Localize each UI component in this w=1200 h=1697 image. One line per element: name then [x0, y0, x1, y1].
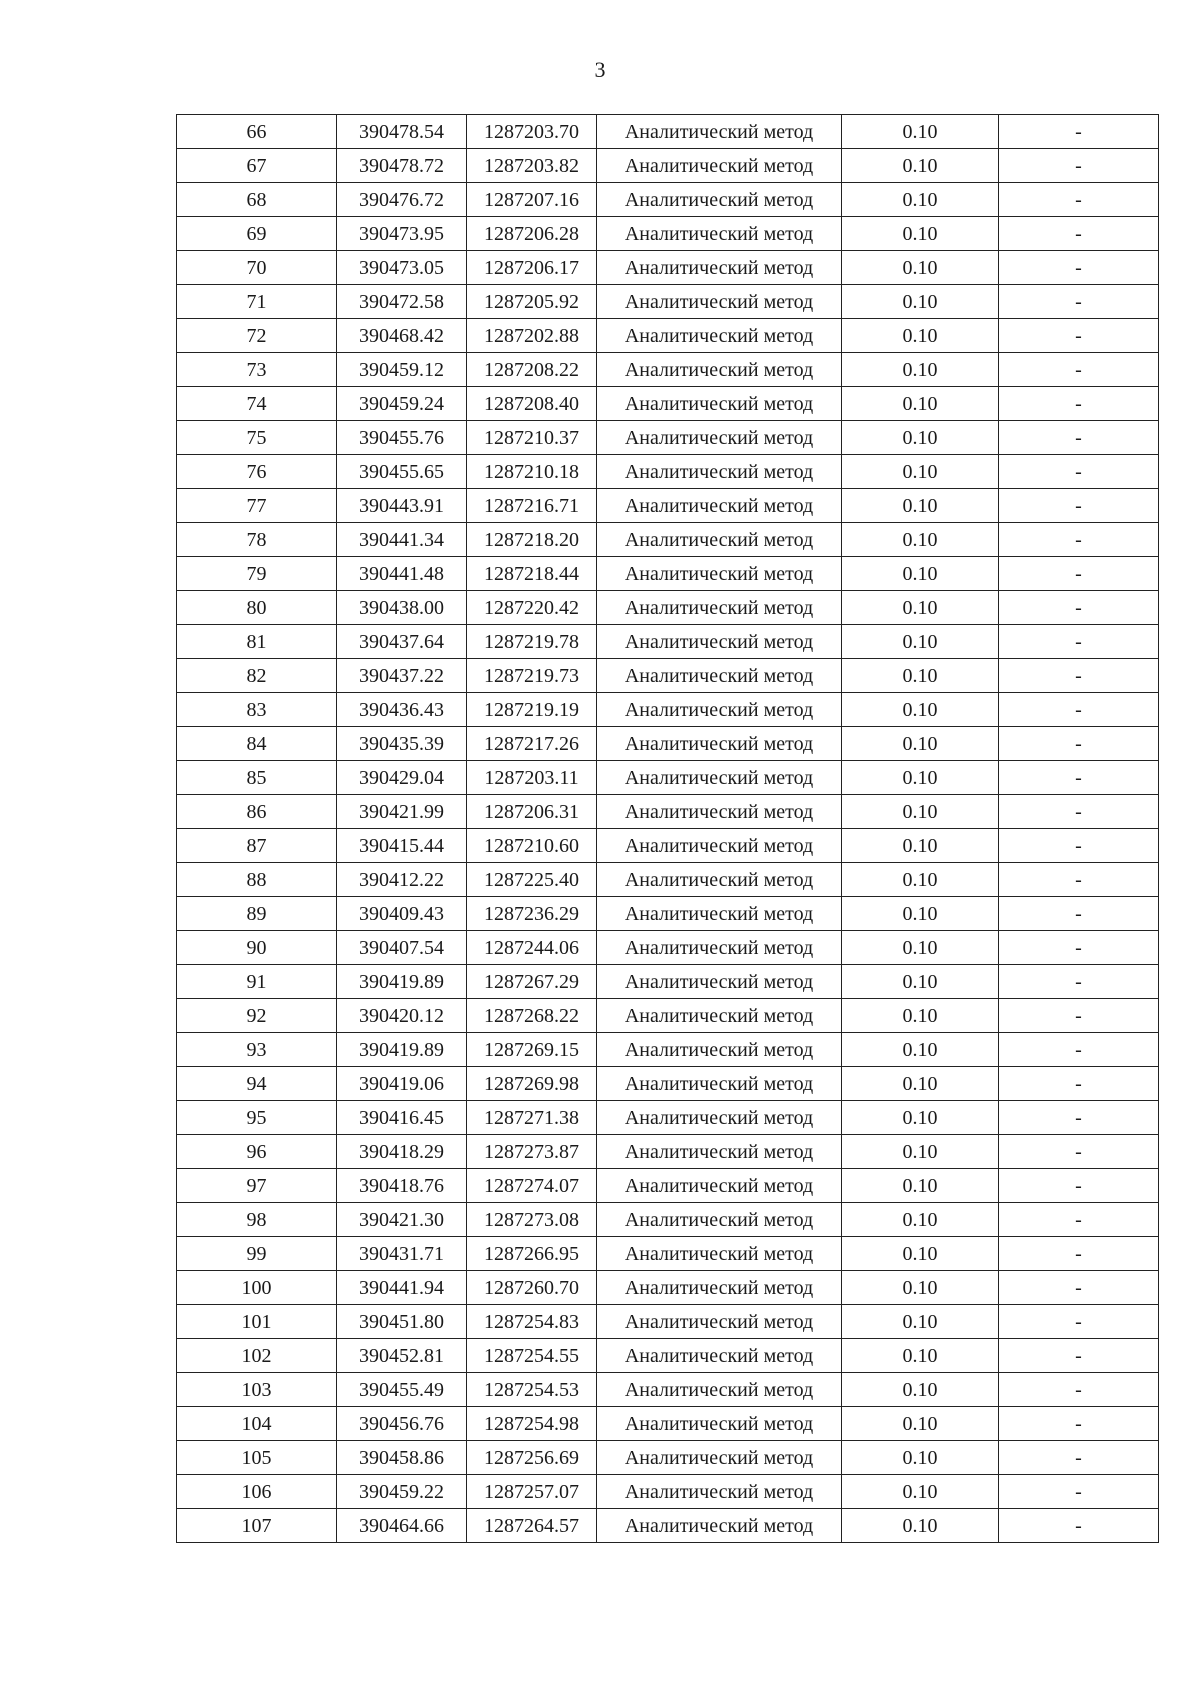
- description-cell: -: [999, 1033, 1159, 1067]
- description-cell: -: [999, 1475, 1159, 1509]
- point-number-cell: 80: [177, 591, 337, 625]
- accuracy-cell: 0.10: [842, 1101, 999, 1135]
- x-coordinate-cell: 390473.95: [337, 217, 467, 251]
- point-number-cell: 70: [177, 251, 337, 285]
- table-row: [177, 217, 1159, 251]
- point-number-cell: 74: [177, 387, 337, 421]
- accuracy-cell: 0.10: [842, 149, 999, 183]
- x-coordinate-cell: 390459.22: [337, 1475, 467, 1509]
- y-coordinate-cell: 1287264.57: [467, 1509, 597, 1543]
- table-row: [177, 455, 1159, 489]
- x-coordinate-cell: 390416.45: [337, 1101, 467, 1135]
- point-number-cell: 94: [177, 1067, 337, 1101]
- x-coordinate-cell: 390419.06: [337, 1067, 467, 1101]
- x-coordinate-cell: 390455.76: [337, 421, 467, 455]
- point-number-cell: 86: [177, 795, 337, 829]
- method-cell: Аналитический метод: [597, 897, 842, 931]
- table-row: [177, 965, 1159, 999]
- point-number-cell: 88: [177, 863, 337, 897]
- accuracy-cell: 0.10: [842, 659, 999, 693]
- y-coordinate-cell: 1287217.26: [467, 727, 597, 761]
- x-coordinate-cell: 390441.48: [337, 557, 467, 591]
- x-coordinate-cell: 390409.43: [337, 897, 467, 931]
- method-cell: Аналитический метод: [597, 251, 842, 285]
- description-cell: -: [999, 251, 1159, 285]
- accuracy-cell: 0.10: [842, 931, 999, 965]
- x-coordinate-cell: 390437.64: [337, 625, 467, 659]
- accuracy-cell: 0.10: [842, 1169, 999, 1203]
- x-coordinate-cell: 390458.86: [337, 1441, 467, 1475]
- method-cell: Аналитический метод: [597, 931, 842, 965]
- y-coordinate-cell: 1287208.22: [467, 353, 597, 387]
- description-cell: -: [999, 1509, 1159, 1543]
- y-coordinate-cell: 1287273.87: [467, 1135, 597, 1169]
- accuracy-cell: 0.10: [842, 1067, 999, 1101]
- accuracy-cell: 0.10: [842, 829, 999, 863]
- table-row: [177, 251, 1159, 285]
- x-coordinate-cell: 390437.22: [337, 659, 467, 693]
- method-cell: Аналитический метод: [597, 319, 842, 353]
- y-coordinate-cell: 1287219.73: [467, 659, 597, 693]
- method-cell: Аналитический метод: [597, 1407, 842, 1441]
- y-coordinate-cell: 1287219.78: [467, 625, 597, 659]
- method-cell: Аналитический метод: [597, 217, 842, 251]
- table-row: [177, 1509, 1159, 1543]
- method-cell: Аналитический метод: [597, 829, 842, 863]
- method-cell: Аналитический метод: [597, 965, 842, 999]
- y-coordinate-cell: 1287206.31: [467, 795, 597, 829]
- point-number-cell: 67: [177, 149, 337, 183]
- x-coordinate-cell: 390438.00: [337, 591, 467, 625]
- y-coordinate-cell: 1287254.55: [467, 1339, 597, 1373]
- x-coordinate-cell: 390455.49: [337, 1373, 467, 1407]
- table-row: [177, 1135, 1159, 1169]
- point-number-cell: 87: [177, 829, 337, 863]
- accuracy-cell: 0.10: [842, 557, 999, 591]
- point-number-cell: 91: [177, 965, 337, 999]
- description-cell: -: [999, 1237, 1159, 1271]
- table-row: [177, 1203, 1159, 1237]
- table-row: [177, 1237, 1159, 1271]
- method-cell: Аналитический метод: [597, 1271, 842, 1305]
- accuracy-cell: 0.10: [842, 625, 999, 659]
- description-cell: -: [999, 1305, 1159, 1339]
- accuracy-cell: 0.10: [842, 1475, 999, 1509]
- point-number-cell: 89: [177, 897, 337, 931]
- point-number-cell: 78: [177, 523, 337, 557]
- x-coordinate-cell: 390468.42: [337, 319, 467, 353]
- y-coordinate-cell: 1287206.17: [467, 251, 597, 285]
- description-cell: -: [999, 1067, 1159, 1101]
- y-coordinate-cell: 1287269.98: [467, 1067, 597, 1101]
- description-cell: -: [999, 455, 1159, 489]
- description-cell: -: [999, 965, 1159, 999]
- point-number-cell: 93: [177, 1033, 337, 1067]
- method-cell: Аналитический метод: [597, 489, 842, 523]
- accuracy-cell: 0.10: [842, 1339, 999, 1373]
- accuracy-cell: 0.10: [842, 1407, 999, 1441]
- description-cell: -: [999, 1203, 1159, 1237]
- y-coordinate-cell: 1287266.95: [467, 1237, 597, 1271]
- y-coordinate-cell: 1287225.40: [467, 863, 597, 897]
- description-cell: -: [999, 829, 1159, 863]
- y-coordinate-cell: 1287256.69: [467, 1441, 597, 1475]
- table-row: [177, 557, 1159, 591]
- x-coordinate-cell: 390441.34: [337, 523, 467, 557]
- method-cell: Аналитический метод: [597, 727, 842, 761]
- y-coordinate-cell: 1287210.60: [467, 829, 597, 863]
- table-row: [177, 999, 1159, 1033]
- point-number-cell: 97: [177, 1169, 337, 1203]
- point-number-cell: 85: [177, 761, 337, 795]
- table-row: [177, 795, 1159, 829]
- y-coordinate-cell: 1287206.28: [467, 217, 597, 251]
- method-cell: Аналитический метод: [597, 1203, 842, 1237]
- table-row: [177, 761, 1159, 795]
- accuracy-cell: 0.10: [842, 1373, 999, 1407]
- table-row: [177, 1373, 1159, 1407]
- table-row: [177, 863, 1159, 897]
- method-cell: Аналитический метод: [597, 1339, 842, 1373]
- table-row: [177, 591, 1159, 625]
- accuracy-cell: 0.10: [842, 999, 999, 1033]
- table-row: [177, 387, 1159, 421]
- x-coordinate-cell: 390472.58: [337, 285, 467, 319]
- description-cell: -: [999, 1407, 1159, 1441]
- x-coordinate-cell: 390473.05: [337, 251, 467, 285]
- y-coordinate-cell: 1287203.70: [467, 115, 597, 149]
- y-coordinate-cell: 1287203.11: [467, 761, 597, 795]
- table-row: [177, 149, 1159, 183]
- point-number-cell: 105: [177, 1441, 337, 1475]
- accuracy-cell: 0.10: [842, 387, 999, 421]
- x-coordinate-cell: 390419.89: [337, 965, 467, 999]
- point-number-cell: 81: [177, 625, 337, 659]
- method-cell: Аналитический метод: [597, 1067, 842, 1101]
- accuracy-cell: 0.10: [842, 183, 999, 217]
- table-row: [177, 285, 1159, 319]
- accuracy-cell: 0.10: [842, 115, 999, 149]
- accuracy-cell: 0.10: [842, 285, 999, 319]
- accuracy-cell: 0.10: [842, 591, 999, 625]
- x-coordinate-cell: 390443.91: [337, 489, 467, 523]
- method-cell: Аналитический метод: [597, 761, 842, 795]
- description-cell: -: [999, 1339, 1159, 1373]
- table-row: [177, 183, 1159, 217]
- y-coordinate-cell: 1287244.06: [467, 931, 597, 965]
- table-row: [177, 625, 1159, 659]
- accuracy-cell: 0.10: [842, 489, 999, 523]
- method-cell: Аналитический метод: [597, 1441, 842, 1475]
- accuracy-cell: 0.10: [842, 353, 999, 387]
- table-row: [177, 489, 1159, 523]
- table-row: [177, 727, 1159, 761]
- method-cell: Аналитический метод: [597, 1373, 842, 1407]
- x-coordinate-cell: 390415.44: [337, 829, 467, 863]
- description-cell: -: [999, 1271, 1159, 1305]
- point-number-cell: 73: [177, 353, 337, 387]
- description-cell: -: [999, 149, 1159, 183]
- method-cell: Аналитический метод: [597, 1033, 842, 1067]
- table-row: [177, 1101, 1159, 1135]
- x-coordinate-cell: 390418.76: [337, 1169, 467, 1203]
- method-cell: Аналитический метод: [597, 693, 842, 727]
- accuracy-cell: 0.10: [842, 897, 999, 931]
- accuracy-cell: 0.10: [842, 523, 999, 557]
- coordinates-table: [176, 114, 1159, 1543]
- description-cell: -: [999, 353, 1159, 387]
- method-cell: Аналитический метод: [597, 591, 842, 625]
- table-row: [177, 523, 1159, 557]
- description-cell: -: [999, 387, 1159, 421]
- description-cell: -: [999, 1169, 1159, 1203]
- description-cell: -: [999, 285, 1159, 319]
- point-number-cell: 84: [177, 727, 337, 761]
- x-coordinate-cell: 390478.54: [337, 115, 467, 149]
- x-coordinate-cell: 390420.12: [337, 999, 467, 1033]
- point-number-cell: 68: [177, 183, 337, 217]
- accuracy-cell: 0.10: [842, 727, 999, 761]
- description-cell: -: [999, 863, 1159, 897]
- description-cell: -: [999, 1441, 1159, 1475]
- method-cell: Аналитический метод: [597, 523, 842, 557]
- table-row: [177, 1305, 1159, 1339]
- table-row: [177, 353, 1159, 387]
- description-cell: -: [999, 115, 1159, 149]
- x-coordinate-cell: 390456.76: [337, 1407, 467, 1441]
- method-cell: Аналитический метод: [597, 149, 842, 183]
- accuracy-cell: 0.10: [842, 761, 999, 795]
- point-number-cell: 76: [177, 455, 337, 489]
- table-row: [177, 1169, 1159, 1203]
- method-cell: Аналитический метод: [597, 625, 842, 659]
- description-cell: -: [999, 693, 1159, 727]
- table-row: [177, 659, 1159, 693]
- accuracy-cell: 0.10: [842, 1305, 999, 1339]
- y-coordinate-cell: 1287267.29: [467, 965, 597, 999]
- accuracy-cell: 0.10: [842, 251, 999, 285]
- description-cell: -: [999, 489, 1159, 523]
- y-coordinate-cell: 1287254.53: [467, 1373, 597, 1407]
- y-coordinate-cell: 1287274.07: [467, 1169, 597, 1203]
- description-cell: -: [999, 897, 1159, 931]
- y-coordinate-cell: 1287207.16: [467, 183, 597, 217]
- method-cell: Аналитический метод: [597, 421, 842, 455]
- description-cell: -: [999, 1101, 1159, 1135]
- table-row: [177, 897, 1159, 931]
- method-cell: Аналитический метод: [597, 1475, 842, 1509]
- y-coordinate-cell: 1287218.44: [467, 557, 597, 591]
- x-coordinate-cell: 390452.81: [337, 1339, 467, 1373]
- x-coordinate-cell: 390412.22: [337, 863, 467, 897]
- y-coordinate-cell: 1287254.98: [467, 1407, 597, 1441]
- method-cell: Аналитический метод: [597, 557, 842, 591]
- table-row: [177, 421, 1159, 455]
- method-cell: Аналитический метод: [597, 1101, 842, 1135]
- table-row: [177, 1407, 1159, 1441]
- description-cell: -: [999, 591, 1159, 625]
- method-cell: Аналитический метод: [597, 353, 842, 387]
- point-number-cell: 102: [177, 1339, 337, 1373]
- point-number-cell: 104: [177, 1407, 337, 1441]
- accuracy-cell: 0.10: [842, 1509, 999, 1543]
- x-coordinate-cell: 390431.71: [337, 1237, 467, 1271]
- accuracy-cell: 0.10: [842, 217, 999, 251]
- y-coordinate-cell: 1287219.19: [467, 693, 597, 727]
- point-number-cell: 77: [177, 489, 337, 523]
- table-row: [177, 693, 1159, 727]
- y-coordinate-cell: 1287271.38: [467, 1101, 597, 1135]
- x-coordinate-cell: 390451.80: [337, 1305, 467, 1339]
- x-coordinate-cell: 390436.43: [337, 693, 467, 727]
- table-row: [177, 319, 1159, 353]
- coordinates-table-body: [177, 115, 1159, 1543]
- point-number-cell: 103: [177, 1373, 337, 1407]
- y-coordinate-cell: 1287218.20: [467, 523, 597, 557]
- y-coordinate-cell: 1287268.22: [467, 999, 597, 1033]
- table-row: [177, 1033, 1159, 1067]
- table-row: [177, 829, 1159, 863]
- point-number-cell: 92: [177, 999, 337, 1033]
- point-number-cell: 95: [177, 1101, 337, 1135]
- description-cell: -: [999, 319, 1159, 353]
- point-number-cell: 90: [177, 931, 337, 965]
- description-cell: -: [999, 421, 1159, 455]
- method-cell: Аналитический метод: [597, 115, 842, 149]
- table-row: [177, 1475, 1159, 1509]
- accuracy-cell: 0.10: [842, 319, 999, 353]
- table-row: [177, 1339, 1159, 1373]
- description-cell: -: [999, 659, 1159, 693]
- x-coordinate-cell: 390419.89: [337, 1033, 467, 1067]
- table-row: [177, 931, 1159, 965]
- table-row: [177, 1067, 1159, 1101]
- accuracy-cell: 0.10: [842, 965, 999, 999]
- description-cell: -: [999, 761, 1159, 795]
- point-number-cell: 106: [177, 1475, 337, 1509]
- description-cell: -: [999, 557, 1159, 591]
- y-coordinate-cell: 1287254.83: [467, 1305, 597, 1339]
- x-coordinate-cell: 390421.99: [337, 795, 467, 829]
- accuracy-cell: 0.10: [842, 1237, 999, 1271]
- x-coordinate-cell: 390418.29: [337, 1135, 467, 1169]
- description-cell: -: [999, 523, 1159, 557]
- y-coordinate-cell: 1287236.29: [467, 897, 597, 931]
- accuracy-cell: 0.10: [842, 1135, 999, 1169]
- point-number-cell: 69: [177, 217, 337, 251]
- y-coordinate-cell: 1287205.92: [467, 285, 597, 319]
- method-cell: Аналитический метод: [597, 1237, 842, 1271]
- point-number-cell: 100: [177, 1271, 337, 1305]
- accuracy-cell: 0.10: [842, 421, 999, 455]
- y-coordinate-cell: 1287220.42: [467, 591, 597, 625]
- point-number-cell: 99: [177, 1237, 337, 1271]
- method-cell: Аналитический метод: [597, 999, 842, 1033]
- accuracy-cell: 0.10: [842, 1271, 999, 1305]
- point-number-cell: 79: [177, 557, 337, 591]
- description-cell: -: [999, 183, 1159, 217]
- description-cell: -: [999, 727, 1159, 761]
- description-cell: -: [999, 1135, 1159, 1169]
- accuracy-cell: 0.10: [842, 693, 999, 727]
- method-cell: Аналитический метод: [597, 1135, 842, 1169]
- table-row: [177, 1441, 1159, 1475]
- method-cell: Аналитический метод: [597, 863, 842, 897]
- method-cell: Аналитический метод: [597, 183, 842, 217]
- method-cell: Аналитический метод: [597, 1509, 842, 1543]
- description-cell: -: [999, 217, 1159, 251]
- point-number-cell: 98: [177, 1203, 337, 1237]
- y-coordinate-cell: 1287269.15: [467, 1033, 597, 1067]
- description-cell: -: [999, 795, 1159, 829]
- description-cell: -: [999, 931, 1159, 965]
- x-coordinate-cell: 390476.72: [337, 183, 467, 217]
- point-number-cell: 107: [177, 1509, 337, 1543]
- method-cell: Аналитический метод: [597, 387, 842, 421]
- y-coordinate-cell: 1287210.37: [467, 421, 597, 455]
- y-coordinate-cell: 1287273.08: [467, 1203, 597, 1237]
- description-cell: -: [999, 1373, 1159, 1407]
- y-coordinate-cell: 1287202.88: [467, 319, 597, 353]
- x-coordinate-cell: 390464.66: [337, 1509, 467, 1543]
- x-coordinate-cell: 390441.94: [337, 1271, 467, 1305]
- method-cell: Аналитический метод: [597, 795, 842, 829]
- x-coordinate-cell: 390407.54: [337, 931, 467, 965]
- method-cell: Аналитический метод: [597, 1169, 842, 1203]
- table-row: [177, 1271, 1159, 1305]
- description-cell: -: [999, 625, 1159, 659]
- y-coordinate-cell: 1287208.40: [467, 387, 597, 421]
- x-coordinate-cell: 390435.39: [337, 727, 467, 761]
- x-coordinate-cell: 390459.12: [337, 353, 467, 387]
- accuracy-cell: 0.10: [842, 1203, 999, 1237]
- accuracy-cell: 0.10: [842, 863, 999, 897]
- page-number: 3: [594, 57, 606, 82]
- y-coordinate-cell: 1287216.71: [467, 489, 597, 523]
- point-number-cell: 72: [177, 319, 337, 353]
- point-number-cell: 66: [177, 115, 337, 149]
- point-number-cell: 71: [177, 285, 337, 319]
- x-coordinate-cell: 390421.30: [337, 1203, 467, 1237]
- table-row: [177, 115, 1159, 149]
- y-coordinate-cell: 1287257.07: [467, 1475, 597, 1509]
- point-number-cell: 101: [177, 1305, 337, 1339]
- accuracy-cell: 0.10: [842, 1033, 999, 1067]
- point-number-cell: 75: [177, 421, 337, 455]
- y-coordinate-cell: 1287203.82: [467, 149, 597, 183]
- point-number-cell: 96: [177, 1135, 337, 1169]
- accuracy-cell: 0.10: [842, 455, 999, 489]
- x-coordinate-cell: 390459.24: [337, 387, 467, 421]
- y-coordinate-cell: 1287210.18: [467, 455, 597, 489]
- y-coordinate-cell: 1287260.70: [467, 1271, 597, 1305]
- point-number-cell: 82: [177, 659, 337, 693]
- x-coordinate-cell: 390455.65: [337, 455, 467, 489]
- point-number-cell: 83: [177, 693, 337, 727]
- accuracy-cell: 0.10: [842, 1441, 999, 1475]
- accuracy-cell: 0.10: [842, 795, 999, 829]
- x-coordinate-cell: 390478.72: [337, 149, 467, 183]
- method-cell: Аналитический метод: [597, 659, 842, 693]
- method-cell: Аналитический метод: [597, 1305, 842, 1339]
- method-cell: Аналитический метод: [597, 455, 842, 489]
- description-cell: -: [999, 999, 1159, 1033]
- method-cell: Аналитический метод: [597, 285, 842, 319]
- x-coordinate-cell: 390429.04: [337, 761, 467, 795]
